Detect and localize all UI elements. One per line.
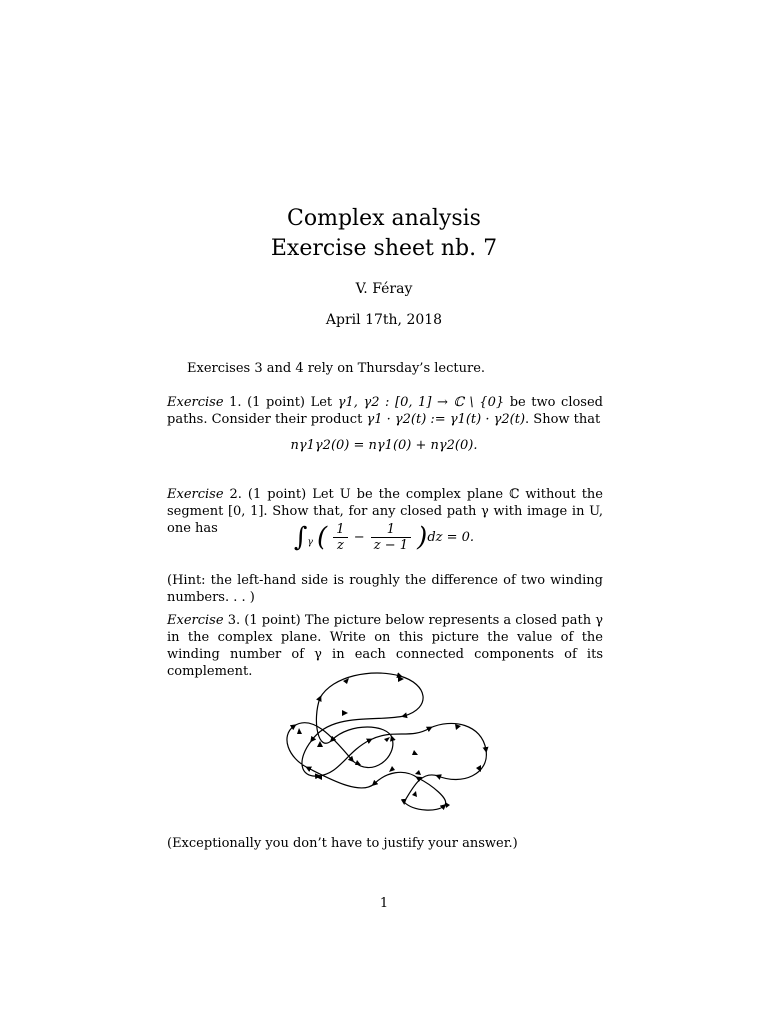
page-number: 1	[379, 896, 389, 911]
exercise-3-note: (Exceptionally you don’t have to justify your answer.)	[167, 836, 518, 851]
closed-path-figure	[270, 668, 500, 820]
exercise-2-points: (1 point)	[247, 487, 307, 502]
exercise-2-equation: $\int_\gamma$ ( $\frac{1}{z}$ − $\frac{1}{z - 1}$ )dz = 0.	[293, 522, 475, 553]
exercise-3-number: 3.	[227, 613, 241, 628]
exercise-1-product: γ1 · γ2(t) := γ1(t) · γ2(t)	[366, 412, 526, 427]
exercise-2-hint: (Hint: the left-hand side is roughly the difference of two winding numbers. . . )	[167, 573, 603, 605]
title-line1: Complex analysis	[287, 206, 481, 231]
exercise-1-number: 1.	[229, 395, 242, 410]
exercise-1-points: (1 point)	[247, 395, 305, 410]
exercise-1-equation: nγ1γ2(0) = nγ1(0) + nγ2(0).	[290, 438, 478, 453]
exercise-3-text: The picture below represents a closed path γ in the complex plane. Write on this picture the value of the winding number of γ in each connected components of its complement.	[167, 613, 603, 679]
exercise-2-label: Exercise	[167, 487, 224, 502]
title-line2: Exercise sheet nb. 7	[270, 236, 498, 261]
exercise-1	[167, 394, 603, 428]
exercise-2-number: 2.	[229, 487, 242, 502]
direction-arrows	[297, 676, 481, 808]
exercise-2-text: Let U be the complex plane ℂ without the segment [0, 1]. Show that, for any closed path γ with image in U, one has	[167, 487, 603, 536]
date: April 17th, 2018	[325, 312, 443, 328]
author: V. Féray	[355, 281, 413, 297]
exercise-3-label: Exercise	[167, 613, 224, 628]
exercise-1-text-b: be two closed paths. Consider their product	[167, 395, 603, 427]
exercise-3-points: (1 point)	[244, 613, 301, 628]
exercise-1-paths: γ1, γ2 : [0, 1] → ℂ \ {0}	[337, 395, 505, 410]
exercise-1-text-a: Let	[310, 395, 338, 410]
exercise-1-label: Exercise	[167, 395, 224, 410]
intro-text: Exercises 3 and 4 rely on Thursday’s lecture.	[187, 361, 486, 376]
integral-sign: ∫	[293, 522, 308, 553]
exercise-1-text-c: . Show that	[525, 412, 601, 427]
